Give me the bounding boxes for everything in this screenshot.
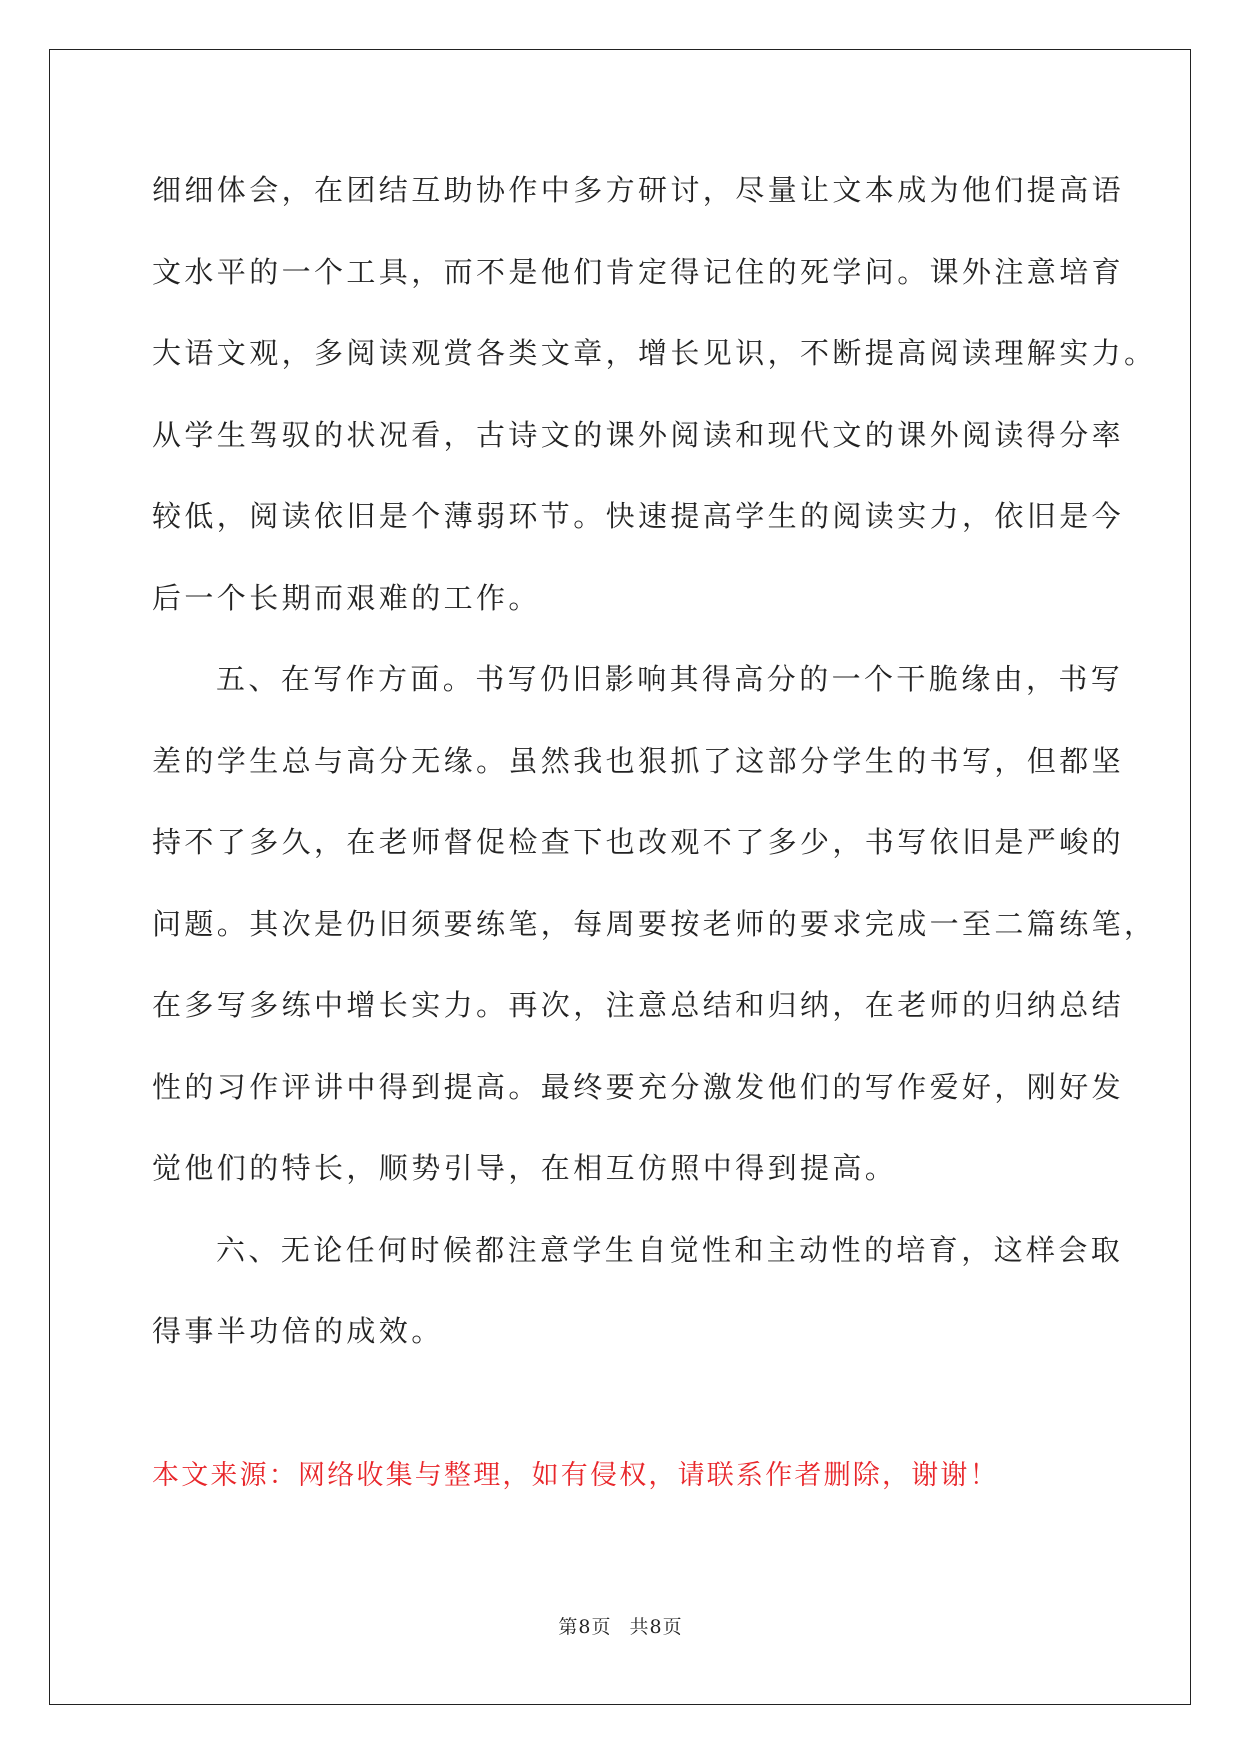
text-line: 六、无论任何时候都注意学生自觉性和主动性的培育，这样会取 [216, 1232, 1124, 1267]
text-line: 从学生驾驭的状况看，古诗文的课外阅读和现代文的课外阅读得分率 [152, 417, 1125, 452]
text-line: 持不了多久，在老师督促检查下也改观不了多少，书写依旧是严峻的 [152, 825, 1125, 859]
paragraph-reading [152, 150, 1157, 639]
text-line: 文水平的一个工具，而不是他们肯定得记住的死学问。课外注意培育 [152, 254, 1125, 289]
current-page-label: 第8页 [558, 1616, 612, 1638]
text-line: 得事半功倍的成效。 [152, 1314, 444, 1348]
source-note: 本文来源：网络收集与整理，如有侵权，请联系作者删除，谢谢！ [152, 1460, 999, 1491]
text-line: 在多写多练中增长实力。再次，注意总结和归纳，在老师的归纳总结 [152, 988, 1125, 1022]
text-line: 较低，阅读依旧是个薄弱环节。快速提高学生的阅读实力，依旧是今 [152, 499, 1125, 533]
text-line: 问题。其次是仍旧须要练笔，每周要按老师的要求完成一至二篇练笔， [152, 906, 1157, 941]
text-line: 觉他们的特长，顺势引导，在相互仿照中得到提高。 [152, 1151, 898, 1185]
document-body [152, 150, 1157, 1373]
text-line: 大语文观，多阅读观赏各类文章，增长见识，不断提高阅读理解实力。 [152, 336, 1157, 370]
paragraph-writing [152, 639, 1157, 1210]
paragraph-initiative [152, 1210, 1124, 1373]
text-line: 细细体会，在团结互助协作中多方研讨，尽量让文本成为他们提高语 [152, 173, 1125, 207]
page-footer [0, 1612, 1241, 1639]
text-line: 性的习作评讲中得到提高。最终要充分激发他们的写作爱好，刚好发 [152, 1069, 1125, 1104]
text-line: 五、在写作方面。书写仍旧影响其得高分的一个干脆缘由，书写 [216, 662, 1124, 696]
total-pages-label: 共8页 [629, 1616, 683, 1638]
text-line: 后一个长期而艰难的工作。 [152, 580, 541, 615]
text-line: 差的学生总与高分无缘。虽然我也狠抓了这部分学生的书写，但都坚 [152, 743, 1125, 778]
